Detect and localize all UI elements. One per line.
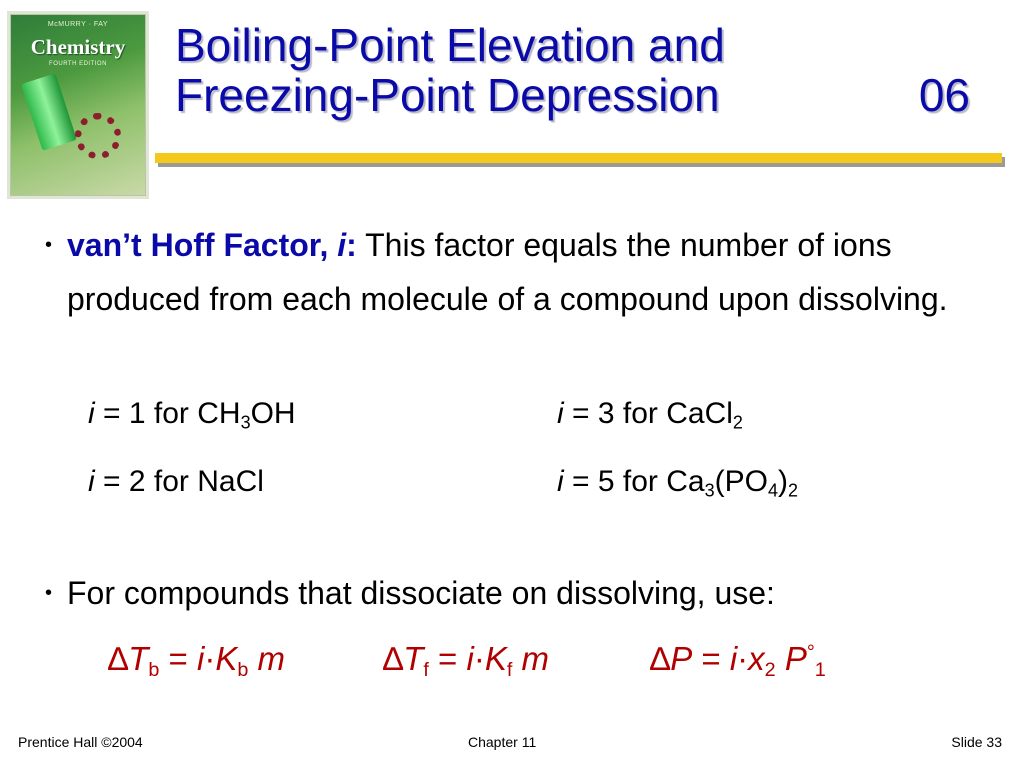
formula-var: x [748,640,765,677]
degree-symbol: ° [806,641,815,663]
formula-var: P [775,640,807,677]
title-number: 06 [918,69,970,121]
title-line-1: Boiling-Point Elevation and [175,19,725,71]
formula-var: K [215,640,238,677]
example-var: i [557,465,564,498]
molecule-ring-illustration [75,113,121,159]
example-var: i [88,397,95,430]
example-text: OH [250,397,296,430]
example-text: (PO [714,465,768,498]
example-ch3oh [88,397,296,433]
title-line-2 [175,70,970,120]
delta-symbol: ∆ [383,640,404,677]
formula-var: T [403,640,424,677]
book-name: Chemistry [30,35,126,59]
formula-var: i [466,640,474,677]
delta-symbol: ∆ [108,640,129,677]
formula-vapor-pressure [650,640,826,682]
title-divider [155,153,1002,163]
formula-var: P [670,640,693,677]
formula-var: i [197,640,205,677]
formula-subscript: b [237,658,249,681]
example-text: ) [777,465,788,498]
example-subscript: 3 [240,412,251,433]
formula-subscript: 1 [814,658,826,681]
term-colon: : [346,227,357,263]
formula-op: · [737,640,749,677]
formula-op: = [159,640,197,677]
formula-var: T [128,640,149,677]
example-text: = 1 for CH [94,397,241,430]
footer-publisher: Prentice Hall ©2004 [18,734,143,750]
example-text: = 2 for NaCl [94,465,264,498]
formula-op: = [692,640,730,677]
formula-subscript: 2 [764,658,776,681]
example-ca3po42 [557,465,798,501]
crystal-illustration [21,73,77,151]
example-text: = 5 for Ca [563,465,705,498]
formula-boiling-point [108,640,285,682]
book-authors: McMURRY · FAY [47,21,109,28]
example-var: i [88,465,95,498]
formula-var: i [729,640,738,677]
bullet-dot: • [45,582,53,604]
formula-op: · [473,640,485,677]
textbook-cover-image [10,14,146,196]
formula-freezing-point [383,640,549,682]
term-definition: This factor equals the number of ions produced from each molecule of a compound upon dissolving. [67,227,948,317]
bullet-vant-hoff [45,218,987,326]
example-cacl2 [557,397,743,433]
delta-symbol: ∆ [650,640,671,677]
slide-title [175,20,975,120]
formula-subscript: f [423,658,429,681]
formula-var: m [512,640,550,677]
example-text: = 3 for CaCl [563,397,733,430]
bullet-text: For compounds that dissociate on dissolving, use: [67,575,775,611]
bullet-dot: • [45,234,53,256]
formula-var: K [484,640,507,677]
example-var: i [557,397,564,430]
example-nacl [88,465,264,499]
formula-op: · [204,640,216,677]
formula-var: m [248,640,286,677]
footer-slide-number: Slide 33 [951,734,1002,750]
example-subscript: 2 [732,412,743,433]
footer-chapter: Chapter 11 [468,734,537,750]
formula-subscript: f [506,658,513,681]
example-subscript: 3 [704,480,715,501]
bullet-dissociate [45,566,997,620]
title-line-2-text: Freezing-Point Depression [175,69,720,121]
book-edition: FOURTH EDITION [49,61,107,67]
example-subscript: 4 [767,480,778,501]
formula-subscript: b [148,658,160,681]
formula-op: = [428,640,467,677]
term-symbol: i [337,227,347,263]
term-label: van’t Hoff Factor, [67,227,338,263]
example-subscript: 2 [787,480,798,501]
